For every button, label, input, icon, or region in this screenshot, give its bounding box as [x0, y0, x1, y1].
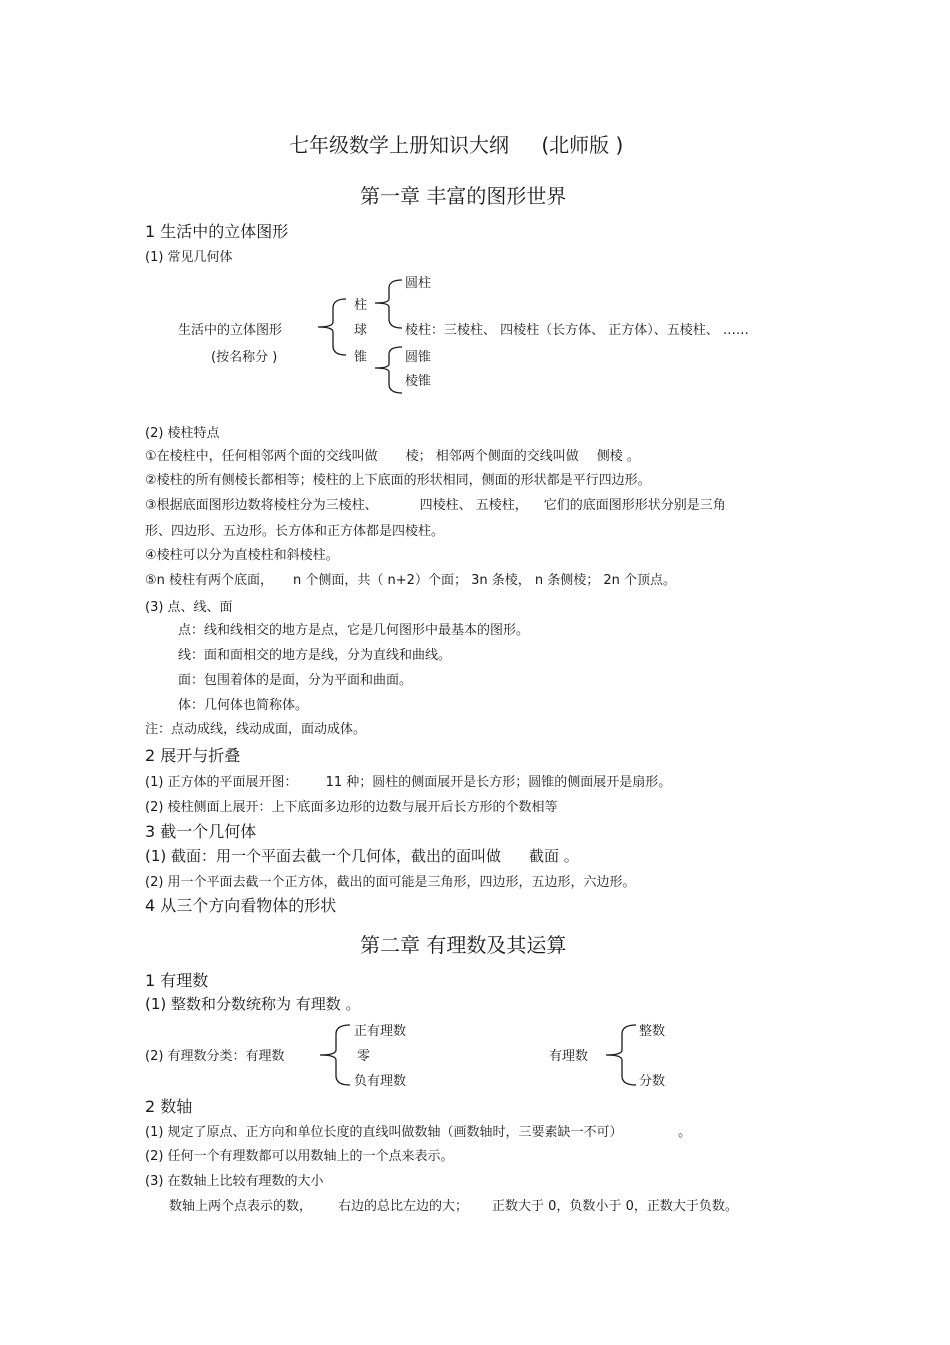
ch1-section1-heading: 1 生活中的立体图形 [145, 222, 289, 241]
p2-item1-a: ①在棱柱中，任何相邻两个面的交线叫做 [145, 449, 378, 464]
p2-item5 [145, 569, 676, 588]
p2-item3-c: 它们的底面图形形状分别是三角 [543, 498, 726, 513]
ch1-section2-heading: 2 展开与折叠 [145, 746, 241, 765]
ch2-s2-p1-b: 。 [678, 1125, 692, 1140]
p3-ti: 体：几何体也简称体。 [178, 698, 309, 713]
tree-brace-main [314, 298, 348, 356]
ch1-s1-p1: (1) 常见几何体 [145, 250, 233, 265]
p3-dian: 点：线和线相交的地方是点，它是几何图形中最基本的图形。 [178, 623, 530, 638]
p2-item5-a: ⑤n 棱柱有两个底面， [145, 573, 274, 588]
cls2-brace [602, 1024, 638, 1086]
cls2-item-integer: 整数 [639, 1024, 666, 1039]
tree-brace-zhui [372, 346, 404, 394]
cls1-item-positive: 正有理数 [354, 1024, 407, 1039]
p2-item1-b: 棱； 相邻两个侧面的交线叫做 [405, 449, 579, 464]
tree-root-note: (按名称分 ) [211, 350, 278, 365]
p2-item2: ②棱柱的所有侧棱长都相等；棱柱的上下底面的形状相同，侧面的形状都是平行四边形。 [145, 473, 651, 488]
ch1-s2-p2: (2) 棱柱侧面上展开：上下底面多边形的边数与展开后长方形的个数相等 [145, 800, 558, 815]
cls2-root: 有理数 [549, 1049, 589, 1064]
p2-item3-a: ③根据底面图形边数将棱柱分为三棱柱、 [145, 498, 378, 513]
ch1-s3-p1-b: 截面 。 [529, 847, 579, 865]
ch1-s2-p1 [145, 771, 671, 790]
p2-item4: ④棱柱可以分为直棱柱和斜棱柱。 [145, 548, 339, 563]
ch1-s3-p2: (2) 用一个平面去截一个正方体，截出的面可能是三角形，四边形，五边形，六边形。 [145, 875, 636, 890]
tree-qiu: 球 [354, 323, 368, 338]
ch2-s2-p3-line [169, 1195, 738, 1214]
ch2-section1-heading: 1 有理数 [145, 971, 209, 990]
ch2-s2-p2: (2) 任何一个有理数都可以用数轴上的一个点来表示。 [145, 1149, 454, 1164]
ch1-s2-p1-a: (1) 正方体的平面展开图： [145, 775, 298, 790]
ch2-s2-p3-line-b: 右边的总比左边的大； [338, 1199, 469, 1214]
ch2-s1-p2-label: (2) 有理数分类：有理数 [145, 1049, 285, 1064]
p3-xian: 线：面和面相交的地方是线，分为直线和曲线。 [178, 648, 452, 663]
ch2-s2-p3: (3) 在数轴上比较有理数的大小 [145, 1174, 324, 1189]
ch1-section4-heading: 4 从三个方向看物体的形状 [145, 896, 337, 915]
tree-zhu: 柱 [354, 298, 368, 313]
p2-item3-b: 四棱柱、 五棱柱， [419, 498, 528, 513]
title-edition: (北师版 ) [541, 133, 624, 157]
cls1-item-negative: 负有理数 [354, 1074, 407, 1089]
cls1-brace [316, 1024, 352, 1086]
ch1-s1-p3: (3) 点、线、面 [145, 600, 233, 615]
chapter1-heading: 第一章 丰富的图形世界 [360, 184, 567, 208]
tree-yuanzhu: 圆柱 [405, 276, 432, 291]
p2-item1 [145, 445, 640, 464]
ch1-s3-p1-a: (1) 截面：用一个平面去截一个几何体，截出的面叫做 [145, 847, 502, 865]
ch2-s1-p1: (1) 整数和分数统称为 有理数 。 [145, 995, 361, 1013]
tree-lengzhui: 棱锥 [405, 374, 432, 389]
page-title [289, 129, 623, 158]
p2-item3 [145, 494, 726, 513]
p3-mian: 面：包围着体的是面，分为平面和曲面。 [178, 673, 413, 688]
ch2-s2-p3-line-a: 数轴上两个点表示的数， [169, 1199, 313, 1214]
p2-item1-c: 侧棱 。 [596, 449, 640, 464]
ch1-s3-p1 [145, 845, 579, 866]
tree-zhui: 锥 [354, 350, 368, 365]
ch2-s2-p1 [145, 1121, 691, 1140]
ch1-s1-p2: (2) 棱柱特点 [145, 426, 220, 441]
cls1-item-zero: 零 [357, 1049, 371, 1064]
ch2-s2-p3-line-c: 正数大于 0，负数小于 0，正数大于负数。 [492, 1199, 738, 1214]
ch1-section3-heading: 3 截一个几何体 [145, 822, 257, 841]
p2-item5-b: n 个侧面，共（ n+2）个面； 3n 条棱， n 条侧棱； 2n 个顶点。 [293, 573, 676, 588]
tree-brace-zhu [372, 279, 404, 329]
ch2-s2-p1-a: (1) 规定了原点、正方向和单位长度的直线叫做数轴（画数轴时，三要素缺一不可） [145, 1125, 617, 1140]
chapter2-heading: 第二章 有理数及其运算 [360, 933, 567, 957]
tree-lengzhu: 棱柱：三棱柱、 四棱柱（长方体、 正方体）、五棱柱、 …… [405, 323, 749, 338]
p2-item3-cont: 形、四边形、五边形。长方体和正方体都是四棱柱。 [145, 524, 445, 539]
ch2-section2-heading: 2 数轴 [145, 1097, 193, 1116]
tree-yuanzhui: 圆锥 [405, 350, 432, 365]
cls2-item-fraction: 分数 [639, 1074, 666, 1089]
tree-root: 生活中的立体图形 [178, 323, 283, 338]
p3-note: 注：点动成线，线动成面，面动成体。 [145, 722, 367, 737]
title-main: 七年级数学上册知识大纲 [289, 133, 509, 157]
ch1-s2-p1-b: 11 种；圆柱的侧面展开是长方形；圆锥的侧面展开是扇形。 [325, 775, 672, 790]
